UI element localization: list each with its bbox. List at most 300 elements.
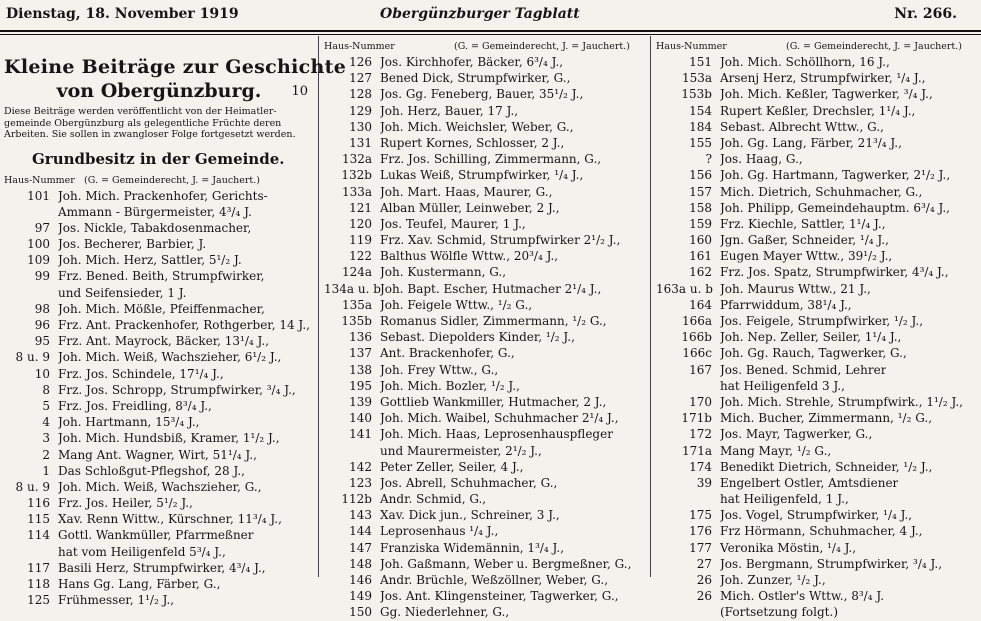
header-rule <box>0 30 981 32</box>
owner-text: Joh. Mich. Weichsler, Weber, G., <box>380 119 574 134</box>
owner-text: Jgn. Gaßer, Schneider, ¹/₄ J., <box>720 233 889 248</box>
newspaper-title: Obergünzburger Tagblatt <box>380 6 580 22</box>
entry-row <box>324 410 646 426</box>
owner-text: Mang Ant. Wagner, Wirt, 51¹/₄ J., <box>58 447 257 462</box>
owner-text: Joh. Philipp, Gemeindehauptm. 6³/₄ J., <box>720 200 950 215</box>
house-number: 162 <box>689 265 712 280</box>
entry-row <box>324 362 646 378</box>
house-number: 166a <box>681 314 712 328</box>
owner-text: Joh. Gaßmann, Weber u. Bergmeßner, G., <box>380 556 632 571</box>
house-number: 39 <box>696 475 712 490</box>
entry-row <box>324 264 646 280</box>
owner-text: Joh. Mich. Herz, Sattler, 5¹/₂ J. <box>58 253 242 268</box>
legend-label: (G. = Gemeinderecht, J. = Jauchert.) <box>454 41 630 52</box>
entry-row <box>4 463 314 479</box>
owner-text: Joh. Gg. Lang, Färber, 21³/₄ J., <box>720 135 902 150</box>
owner-text: hat Heiligenfeld, 1 J., <box>720 492 849 507</box>
column-divider <box>650 36 651 577</box>
house-number: 147 <box>349 540 372 555</box>
owner-text: Jos. Becherer, Barbier, J. <box>58 237 207 252</box>
entry-list <box>656 54 978 621</box>
owner-text: Lukas Weiß, Strumpfwirker, ¹/₄ J., <box>380 168 584 183</box>
house-number: 154 <box>689 103 712 118</box>
entry-row <box>324 313 646 329</box>
house-number: 155 <box>689 135 712 150</box>
house-number: 124a <box>341 265 372 280</box>
house-number: 153a <box>681 71 712 86</box>
column-3 <box>656 40 978 621</box>
house-number: 114 <box>27 528 50 543</box>
entry-row <box>656 248 978 264</box>
house-number: 8 u. 9 <box>15 479 50 494</box>
owner-text: Joh. Frey Wttw., G., <box>380 362 499 377</box>
house-number: 132a <box>341 152 372 167</box>
entry-row <box>656 426 978 442</box>
column-header <box>4 174 314 188</box>
house-number: 171b <box>681 411 712 426</box>
legend-label: (G. = Gemeinderecht, J. = Jauchert.) <box>84 174 260 186</box>
entry-row <box>324 329 646 345</box>
house-number: 8 <box>42 382 50 397</box>
entry-row <box>324 232 646 248</box>
owner-text: Franziska Widemännin, 1³/₄ J., <box>380 540 565 555</box>
owner-text: Jos. Teufel, Maurer, 1 J., <box>380 216 526 231</box>
owner-text: Mang Mayr, ¹/₂ G., <box>720 443 832 458</box>
owner-text: Joh. Mich. Strehle, Strumpfwirk., 1¹/₂ J., <box>720 394 963 409</box>
owner-text: Joh. Mart. Haas, Maurer, G., <box>380 184 553 199</box>
owner-text: Jos. Mayr, Tagwerker, G., <box>720 427 873 442</box>
entry-row <box>4 479 314 495</box>
owner-text: Leprosenhaus ¹/₄ J., <box>380 524 499 539</box>
owner-text: Jos. Gg. Feneberg, Bauer, 35¹/₂ J., <box>380 87 584 102</box>
entry-row <box>324 572 646 588</box>
entry-row <box>4 236 314 252</box>
entry-list <box>324 54 646 621</box>
owner-text: Jos. Haag, G., <box>720 152 803 167</box>
house-number: 95 <box>34 334 50 349</box>
entry-row <box>4 560 314 576</box>
house-number: 135b <box>341 314 372 328</box>
house-number: 156 <box>689 168 712 183</box>
entry-row <box>324 103 646 119</box>
house-number: 138 <box>349 362 372 377</box>
owner-text: Frz. Bened. Beith, Strumpfwirker, <box>58 269 265 284</box>
entry-row <box>656 167 978 183</box>
entry-row <box>656 313 978 329</box>
owner-text: Joh. Feigele Wttw., ¹/₂ G., <box>380 297 533 312</box>
entry-row <box>4 527 314 543</box>
entry-row <box>4 301 314 317</box>
entry-row <box>324 523 646 539</box>
house-number: 148 <box>349 556 372 571</box>
entry-row <box>324 167 646 183</box>
column-2 <box>324 40 646 621</box>
owner-text: Jos. Vogel, Strumpfwirker, ¹/₄ J., <box>720 508 913 523</box>
owner-text: Jos. Nickle, Tabakdosenmacher, <box>58 220 252 235</box>
house-number-label: Haus-Nummer <box>656 41 727 52</box>
entry-row <box>4 366 314 382</box>
entry-row <box>656 297 978 313</box>
owner-text: Joh. Mich. Waibel, Schuhmacher 2¹/₄ J., <box>380 411 619 426</box>
part-number: 10 <box>291 84 308 99</box>
entry-row <box>656 216 978 232</box>
owner-text: Joh. Herz, Bauer, 17 J., <box>380 103 519 118</box>
house-number: 133a <box>341 184 372 199</box>
entry-row <box>324 86 646 102</box>
column-1 <box>4 40 347 608</box>
owner-text: Rupert Kornes, Schlosser, 2 J., <box>380 135 565 150</box>
house-number: 151 <box>689 55 712 69</box>
entry-row <box>656 184 978 200</box>
owner-text: Engelbert Ostler, Amtsdiener <box>720 475 899 490</box>
house-number: 159 <box>689 216 712 231</box>
house-number: 158 <box>689 200 712 215</box>
house-number: ? <box>705 152 712 167</box>
house-number: 97 <box>34 220 50 235</box>
house-number: 123 <box>349 475 372 490</box>
house-number: 172 <box>689 427 712 442</box>
owner-text: Sebast. Albrecht Wttw., G., <box>720 119 884 134</box>
issue-date: Dienstag, 18. November 1919 <box>6 6 239 22</box>
owner-text: Hans Gg. Lang, Färber, G., <box>58 577 221 591</box>
owner-text: Jos. Kirchhofer, Bäcker, 6³/₄ J., <box>380 55 564 69</box>
house-number: 175 <box>689 508 712 523</box>
entry-row <box>656 491 978 507</box>
entry-row <box>4 188 314 204</box>
owner-text: Frz. Jos. Schropp, Strumpfwirker, ³/₄ J., <box>58 382 296 397</box>
entry-list <box>4 188 314 609</box>
house-number: 2 <box>42 447 50 462</box>
entry-row <box>656 54 978 70</box>
entry-row <box>4 576 314 592</box>
house-number: 163a u. b <box>656 281 713 296</box>
entry-row <box>324 475 646 491</box>
entry-row <box>656 475 978 491</box>
entry-row <box>656 329 978 345</box>
house-number: 122 <box>349 249 372 264</box>
house-number: 195 <box>349 378 372 393</box>
entry-row <box>324 54 646 70</box>
owner-text: Joh. Mich. Schöllhorn, 16 J., <box>720 55 890 69</box>
owner-text: Bened Dick, Strumpfwirker, G., <box>380 71 571 86</box>
house-number: 26 <box>696 573 712 587</box>
entry-row <box>656 281 978 297</box>
entry-row <box>324 119 646 135</box>
entry-row <box>4 430 314 446</box>
entry-row <box>656 232 978 248</box>
section-heading: Grundbesitz in der Gemeinde. <box>32 149 285 168</box>
house-number: 5 <box>42 398 50 413</box>
entry-row <box>656 135 978 151</box>
house-number: 177 <box>689 540 712 555</box>
owner-text: Frz. Jos. Schindele, 17¹/₄ J., <box>58 366 224 381</box>
entry-row <box>656 523 978 539</box>
house-number: 109 <box>27 253 50 268</box>
owner-text: Frz. Kiechle, Sattler, 1¹/₄ J., <box>720 216 886 231</box>
owner-text: Joh. Mich. Haas, Leprosenhauspfleger <box>380 427 613 442</box>
entry-row <box>4 333 314 349</box>
house-number: 146 <box>349 573 372 587</box>
column-divider <box>318 36 319 577</box>
entry-row <box>324 507 646 523</box>
entry-row <box>324 588 646 604</box>
house-number: 26 <box>696 589 712 604</box>
owner-text: Arsenj Herz, Strumpfwirker, ¹/₄ J., <box>720 71 926 86</box>
entry-row <box>324 184 646 200</box>
header-rule-thin <box>0 34 981 35</box>
house-number: 137 <box>349 346 372 361</box>
owner-text: Gottlieb Wankmiller, Hutmacher, 2 J., <box>380 394 607 409</box>
column-header <box>656 40 978 54</box>
entry-row <box>656 394 978 410</box>
owner-text: Joh. Mich. Bozler, ¹/₂ J., <box>380 378 520 393</box>
entry-row <box>324 491 646 507</box>
house-number <box>656 604 720 620</box>
entry-row <box>656 588 978 604</box>
entry-row <box>4 414 314 430</box>
house-number-label: Haus-Nummer <box>4 174 75 186</box>
entry-row <box>656 264 978 280</box>
house-number: 120 <box>349 216 372 231</box>
house-number: 116 <box>27 496 50 511</box>
house-number: 153b <box>681 87 712 102</box>
house-number: 157 <box>689 184 712 199</box>
entry-row <box>656 410 978 426</box>
house-number: 10 <box>34 366 50 381</box>
entry-row <box>656 604 978 620</box>
house-number: 98 <box>34 301 50 316</box>
house-number: 100 <box>27 237 50 252</box>
house-number: 126 <box>349 55 372 69</box>
entry-row <box>656 345 978 361</box>
owner-text: Peter Zeller, Seiler, 4 J., <box>380 459 524 474</box>
house-number: 27 <box>696 556 712 571</box>
house-number: 127 <box>349 71 372 86</box>
owner-text: Andr. Brüchle, Weßzöllner, Weber, G., <box>380 573 609 587</box>
owner-text: Eugen Mayer Wttw., 39¹/₂ J., <box>720 249 893 264</box>
entry-row <box>4 285 314 301</box>
entry-row <box>324 540 646 556</box>
owner-text: hat vom Heiligenfeld 5³/₄ J., <box>58 544 226 559</box>
entry-row <box>324 394 646 410</box>
house-number: 142 <box>349 459 372 474</box>
owner-text: Jos. Bened. Schmid, Lehrer <box>720 362 887 377</box>
owner-text: Frz. Xav. Schmid, Strumpfwirker 2¹/₂ J., <box>380 233 621 248</box>
house-number: 1 <box>42 463 50 478</box>
house-number: 140 <box>349 411 372 426</box>
entry-row <box>324 459 646 475</box>
house-number: 170 <box>689 394 712 409</box>
owner-text: Frz. Jos. Freidling, 8³/₄ J., <box>58 398 212 413</box>
owner-text: Jos. Ant. Klingensteiner, Tagwerker, G., <box>380 589 619 604</box>
house-number: 166b <box>681 330 712 345</box>
house-number: 3 <box>42 431 50 446</box>
entry-row <box>4 511 314 527</box>
owner-text: Joh. Gg. Rauch, Tagwerker, G., <box>720 346 907 361</box>
entry-row <box>4 382 314 398</box>
house-number: 184 <box>689 119 712 134</box>
entry-row <box>324 556 646 572</box>
owner-text: Pfarrwiddum, 38¹/₄ J., <box>720 297 852 312</box>
house-number: 8 u. 9 <box>15 350 50 365</box>
entry-row <box>4 544 314 560</box>
entry-row <box>324 604 646 620</box>
house-number: 176 <box>689 524 712 539</box>
house-number: 149 <box>349 589 372 604</box>
entry-row <box>324 345 646 361</box>
owner-text: Basili Herz, Strumpfwirker, 4³/₄ J., <box>58 560 266 575</box>
entry-row <box>656 151 978 167</box>
entry-row <box>4 447 314 463</box>
entry-row <box>324 443 646 459</box>
owner-text: Joh. Zunzer, ¹/₂ J., <box>720 573 826 587</box>
owner-text: Gg. Niederlehner, G., <box>380 605 510 620</box>
owner-text: Joh. Mich. Mößle, Pfeiffenmacher, <box>58 301 265 316</box>
house-number: 166c <box>682 346 712 361</box>
house-number: 143 <box>349 508 372 523</box>
house-number: 115 <box>27 512 50 527</box>
house-number: 144 <box>349 524 372 539</box>
house-number: 131 <box>349 135 372 150</box>
page-header <box>0 0 981 30</box>
entry-row <box>324 70 646 86</box>
house-number: 119 <box>349 233 372 248</box>
owner-text: Jos. Bergmann, Strumpfwirker, ³/₄ J., <box>720 556 943 571</box>
owner-text: Sebast. Diepolders Kinder, ¹/₂ J., <box>380 330 575 345</box>
owner-text: Frz. Jos. Schilling, Zimmermann, G., <box>380 152 602 167</box>
entry-row <box>4 204 314 220</box>
house-number: 128 <box>349 87 372 102</box>
owner-text: Joh. Maurus Wttw., 21 J., <box>720 281 871 296</box>
house-number: 99 <box>34 269 50 284</box>
entry-row <box>656 378 978 394</box>
owner-text: Frz. Ant. Prackenhofer, Rothgerber, 14 J., <box>58 318 310 332</box>
house-number <box>656 491 720 507</box>
house-number: 4 <box>42 415 50 430</box>
owner-text: Joh. Nep. Zeller, Seiler, 1¹/₄ J., <box>720 330 902 345</box>
owner-text: Xav. Renn Wittw., Kürschner, 11³/₄ J., <box>58 512 282 527</box>
house-number: 167 <box>689 362 712 377</box>
article-title: Kleine Beiträge zur Geschichte <box>4 56 347 78</box>
house-number: 174 <box>689 459 712 474</box>
entry-row <box>656 200 978 216</box>
entry-row <box>656 556 978 572</box>
owner-text: Joh. Gg. Hartmann, Tagwerker, 2¹/₂ J., <box>720 168 951 183</box>
house-number: 135a <box>341 297 372 312</box>
house-number: 134a u. b <box>324 281 381 296</box>
house-number: 130 <box>349 119 372 134</box>
house-number: 96 <box>34 318 50 332</box>
entry-row <box>4 317 314 333</box>
owner-text: und Seifensieder, 1 J. <box>58 285 187 300</box>
owner-text: Joh. Bapt. Escher, Hutmacher 2¹/₄ J., <box>380 281 602 296</box>
entry-row <box>324 378 646 394</box>
owner-text: Balthus Wölfle Wttw., 20³/₄ J., <box>380 249 559 264</box>
owner-text: Jos. Abrell, Schuhmacher, G., <box>380 475 558 490</box>
owner-text: Gottl. Wankmüller, Pfarrmeßner <box>58 528 254 543</box>
house-number: 112b <box>341 492 372 507</box>
owner-text: Andr. Schmid, G., <box>380 492 487 507</box>
owner-text: Frz. Ant. Mayrock, Bäcker, 13¹/₄ J., <box>58 334 270 349</box>
house-number <box>4 544 58 560</box>
column-header <box>324 40 646 54</box>
owner-text: Ant. Brackenhofer, G., <box>380 346 515 361</box>
owner-text: Rupert Keßler, Drechsler, 1¹/₄ J., <box>720 103 916 118</box>
entry-row <box>324 281 646 297</box>
house-number <box>324 443 380 459</box>
entry-row <box>4 495 314 511</box>
owner-text: Jos. Feigele, Strumpfwirker, ¹/₂ J., <box>720 314 924 328</box>
house-number: 139 <box>349 394 372 409</box>
house-number: 136 <box>349 330 372 345</box>
entry-row <box>324 200 646 216</box>
owner-text: (Fortsetzung folgt.) <box>720 605 838 620</box>
owner-text: Frz. Jos. Heiler, 5¹/₂ J., <box>58 496 193 511</box>
owner-text: Joh. Mich. Prackenhofer, Gerichts- <box>58 188 268 203</box>
owner-text: Veronika Möstin, ¹/₄ J., <box>720 540 857 555</box>
house-number <box>4 204 58 220</box>
owner-text: und Maurermeister, 2¹/₂ J., <box>380 443 542 458</box>
owner-text: Alban Müller, Leinweber, 2 J., <box>380 200 560 215</box>
house-number: 160 <box>689 233 712 248</box>
entry-row <box>4 220 314 236</box>
entry-row <box>324 216 646 232</box>
entry-row <box>324 151 646 167</box>
entry-row <box>4 592 314 608</box>
owner-text: Das Schloßgut-Pflegshof, 28 J., <box>58 463 245 478</box>
house-number: 101 <box>27 188 50 203</box>
article-intro: Diese Beiträge werden veröffentlicht von der Heimatler-gemeinde Obergünzburg als gelegentliche Früchte deren Arbeiten. Sie sollen in zwangloser Folge fortgesetzt werden. <box>4 106 296 140</box>
owner-text: Joh. Hartmann, 15³/₄ J., <box>58 415 200 430</box>
house-number: 164 <box>689 297 712 312</box>
entry-row <box>324 297 646 313</box>
house-number <box>4 285 58 301</box>
owner-text: Joh. Kustermann, G., <box>380 265 507 280</box>
owner-text: Mich. Bucher, Zimmermann, ¹/₂ G., <box>720 411 933 426</box>
entry-row <box>656 119 978 135</box>
entry-row <box>324 135 646 151</box>
house-number: 118 <box>27 577 50 591</box>
article-subtitle <box>4 80 314 102</box>
house-number: 141 <box>349 427 372 442</box>
house-number: 132b <box>341 168 372 183</box>
entry-row <box>656 572 978 588</box>
entry-row <box>656 362 978 378</box>
entry-row <box>656 70 978 86</box>
owner-text: Frühmesser, 1¹/₂ J., <box>58 593 175 608</box>
house-number: 121 <box>349 200 372 215</box>
house-number: 125 <box>27 593 50 608</box>
house-number: 117 <box>27 560 50 575</box>
entry-row <box>324 426 646 442</box>
article-subtitle-text: von Obergünzburg. <box>56 80 262 102</box>
house-number-label: Haus-Nummer <box>324 41 395 52</box>
owner-text: Ammann - Bürgermeister, 4³/₄ J. <box>58 204 252 219</box>
owner-text: Joh. Mich. Weiß, Wachszieher, G., <box>58 479 262 494</box>
house-number: 129 <box>349 103 372 118</box>
entry-row <box>324 248 646 264</box>
issue-number: Nr. 266. <box>894 6 957 22</box>
owner-text: Romanus Sidler, Zimmermann, ¹/₂ G., <box>380 314 607 328</box>
entry-row <box>656 103 978 119</box>
owner-text: Joh. Mich. Keßler, Tagwerker, ³/₄ J., <box>720 87 933 102</box>
entry-row <box>4 349 314 365</box>
house-number: 161 <box>689 249 712 264</box>
owner-text: Joh. Mich. Hundsbiß, Kramer, 1¹/₂ J., <box>58 431 280 446</box>
entry-row <box>656 540 978 556</box>
house-number <box>656 378 720 394</box>
owner-text: Benedikt Dietrich, Schneider, ¹/₂ J., <box>720 459 933 474</box>
